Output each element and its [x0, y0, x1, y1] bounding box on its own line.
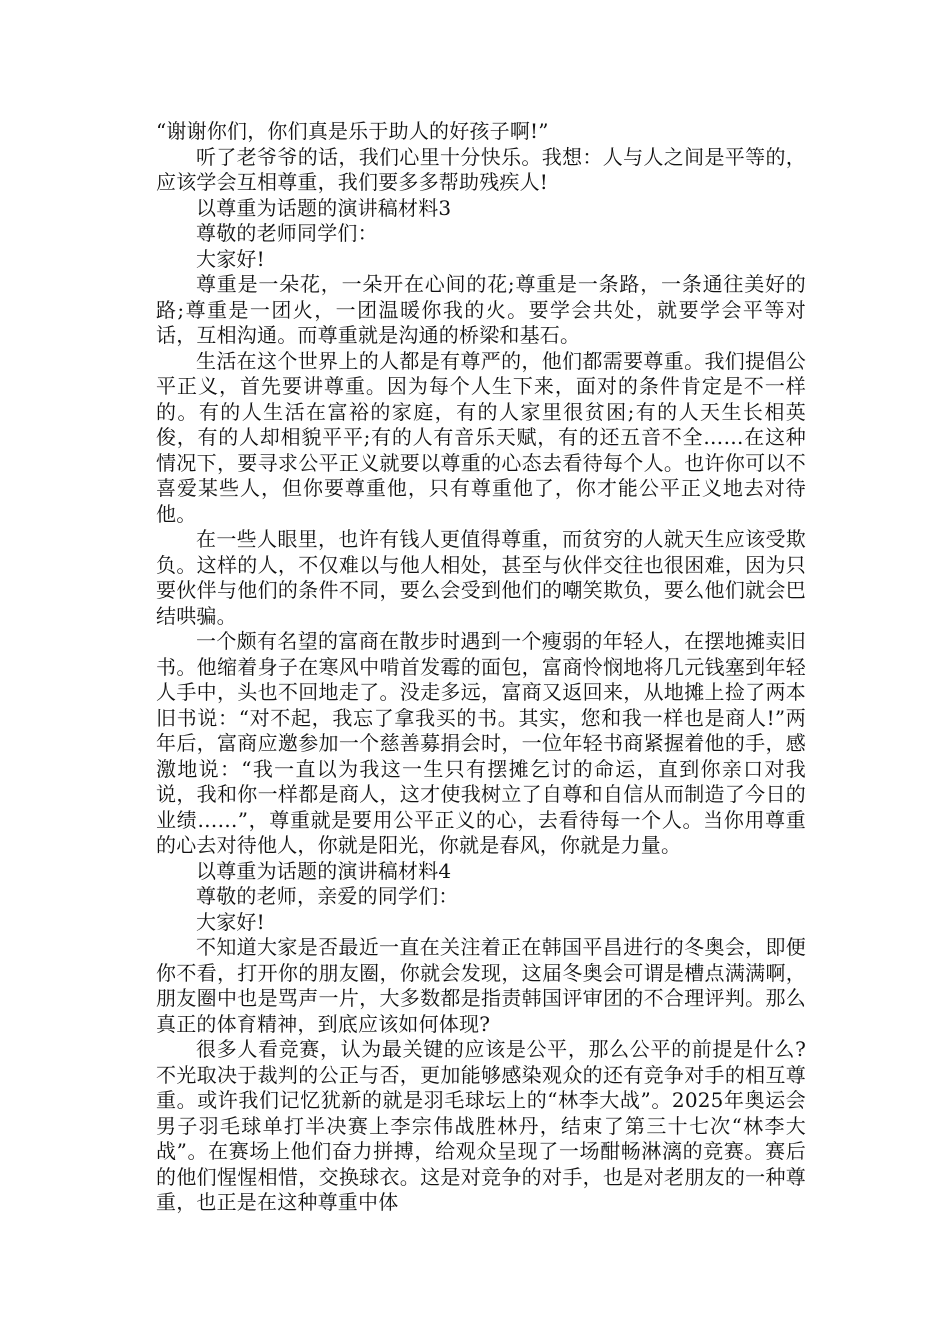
- greeting: 大家好!: [196, 246, 265, 271]
- salutation: 尊敬的老师，亲爱的同学们：: [196, 884, 459, 908]
- section-heading: 以尊重为话题的演讲稿材料3: [196, 195, 452, 220]
- paragraph: “谢谢你们，你们真是乐于助人的好孩子啊!”: [156, 119, 549, 143]
- paragraph: 尊重是一朵花，一朵开在心间的花;尊重是一条路，一条通往美好的路;尊重是一团火，一团温暖你我的火。要学会共处，就要学会平等对话，互相沟通。而尊重就是沟通的桥梁和基石。: [156, 272, 806, 347]
- paragraph: 一个颇有名望的富商在散步时遇到一个瘦弱的年轻人，在摆地摊卖旧书。他缩着身子在寒风中啃首发霉的面包，富商怜悯地将几元钱塞到年轻人手中，头也不回地走了。没走多远，富商又返回来，从地摊上捡了两本旧书说：“对不起，我忘了拿我买的书。其实，您和我一样也是商人!”两年后，富商应邀参加一个慈善募捐会时，一位年轻书商紧握着他的手，感激地说：“我一直以为我这一生只有摆摊乞讨的命运，直到你亲口对我说，我和你一样都是商人，这才使我树立了自尊和自信从而制造了今日的业绩……”，尊重就是要用公平正义的心，去看待每一个人。当你用尊重的心去对待他人，你就是阳光，你就是春风，你就是力量。: [156, 629, 806, 857]
- greeting: 大家好!: [196, 909, 265, 934]
- paragraph: 生活在这个世界上的人都是有尊严的，他们都需要尊重。我们提倡公平正义，首先要讲尊重。因为每个人生下来，面对的条件肯定是不一样的。有的人生活在富裕的家庭，有的人家里很贫困;有的人天生长相英俊，有的人却相貌平平;有的人有音乐天赋，有的还五音不全……在这种情况下，要寻求公平正义就要以尊重的心态去看待每个人。也许你可以不喜爱某些人，但你要尊重他，只有尊重他了，你才能公平正义地去对待他。: [156, 348, 806, 526]
- salutation: 尊敬的老师同学们：: [196, 221, 378, 245]
- paragraph: 听了老爷爷的话，我们心里十分快乐。我想：人与人之间是平等的，应该学会互相尊重，我们要多多帮助残疾人!: [156, 144, 806, 194]
- paragraph: 在一些人眼里，也许有钱人更值得尊重，而贫穷的人就天生应该受欺负。这样的人，不仅难以与他人相处，甚至与伙伴交往也很困难，因为只要伙伴与他们的条件不同，要么会受到他们的嘲笑欺负，要么他们就会巴结哄骗。: [156, 527, 806, 628]
- paragraph: 不知道大家是否最近一直在关注着正在韩国平昌进行的冬奥会，即便你不看，打开你的朋友圈，你就会发现，这届冬奥会可谓是槽点满满啊，朋友圈中也是骂声一片，大多数都是指责韩国评审团的不合理评判。那么真正的体育精神，到底应该如何体现?: [156, 935, 806, 1036]
- paragraph: 很多人看竞赛，认为最关键的应该是公平，那么公平的前提是什么?不光取决于裁判的公正与否，更加能够感染观众的还有竞争对手的相互尊重。或许我们记忆犹新的就是羽毛球坛上的“林李大战”。2025年奥运会男子羽毛球单打半决赛上李宗伟战胜林丹，结束了第三十七次“林李大战”。在赛场上他们奋力拼搏，给观众呈现了一场酣畅淋漓的竞赛。赛后的他们惺惺相惜，交换球衣。这是对竞争的对手，也是对老朋友的一种尊重，也正是在这种尊重中体: [156, 1037, 806, 1214]
- document-body: [156, 119, 806, 1216]
- section-heading: 以尊重为话题的演讲稿材料4: [196, 858, 452, 883]
